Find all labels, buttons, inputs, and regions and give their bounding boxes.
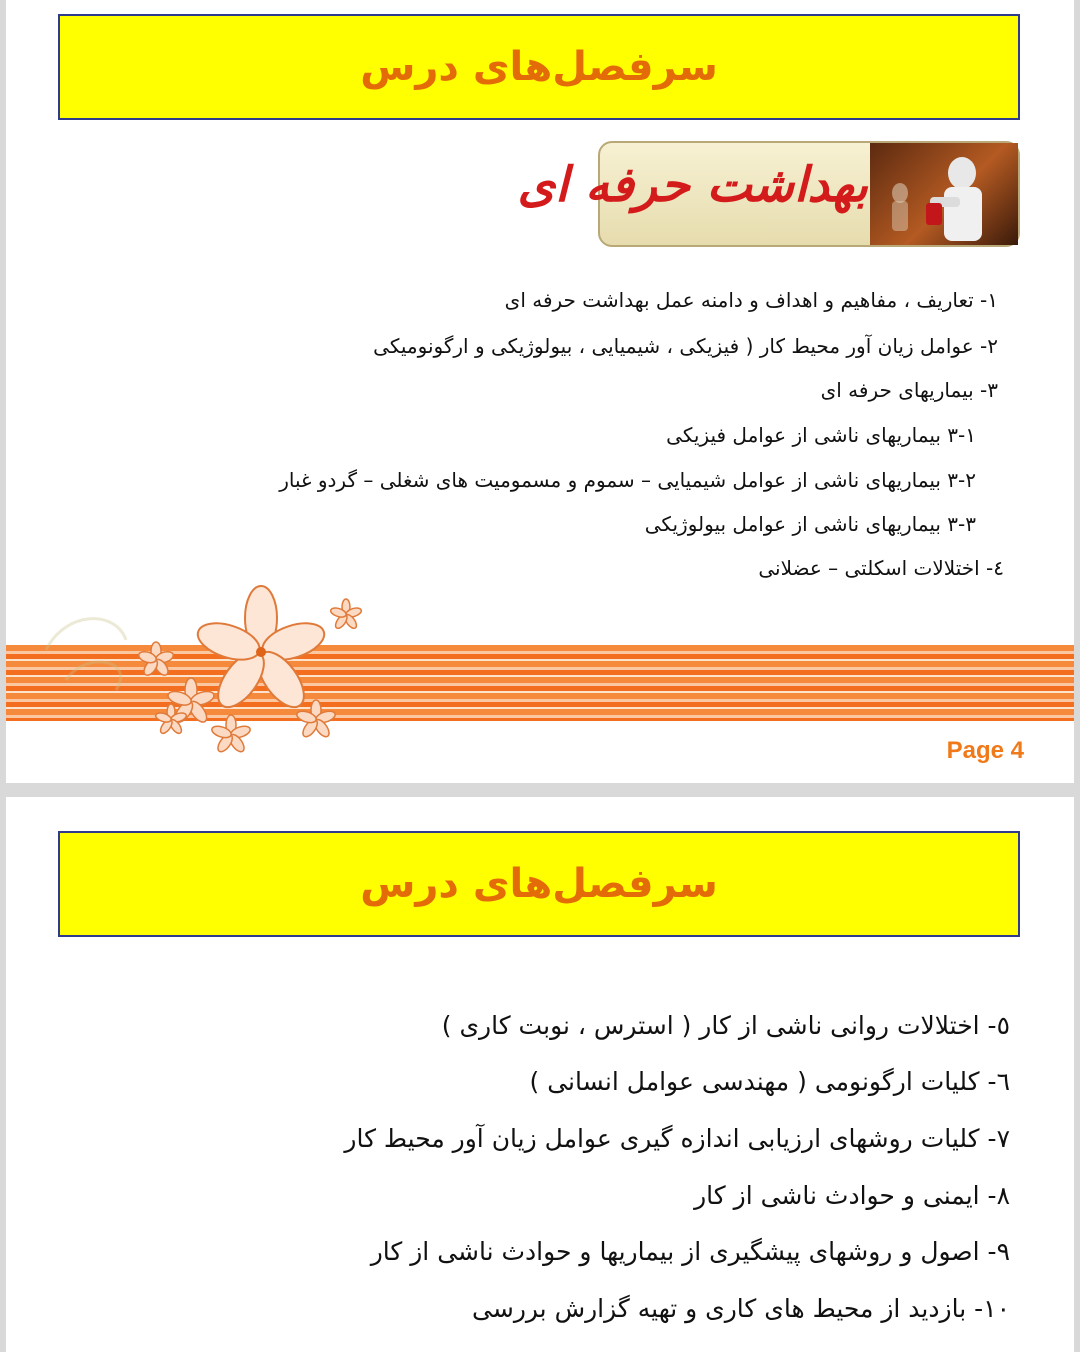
list-item: ٩- اصول و روشهای پیشگیری از بیماریها و حوادث ناشی از کار: [370, 1237, 1010, 1266]
list-item: ١٠- بازدید از محیط های کاری و تهیه گزارش بررسی: [472, 1294, 1010, 1323]
list-item: ٨- ایمنی و حوادث ناشی از کار: [694, 1181, 1010, 1210]
banner-title: بهداشت حرفه ای: [517, 157, 868, 213]
list-item: ۳- بیماریهای حرفه ای: [820, 378, 998, 402]
slide-1-title: سرفصل‌های درس: [360, 44, 718, 90]
list-item: ۲- عوامل زیان آور محیط کار ( فیزیکی ، شیمیایی ، بیولوژیکی و ارگونومیکی: [373, 334, 998, 358]
list-item: ۳-۱ بیماریهای ناشی از عوامل فیزیکی: [666, 423, 976, 447]
slide-1: [6, 0, 1074, 783]
list-item: ۳-۲ بیماریهای ناشی از عوامل شیمیایی – سموم و مسمومیت های شغلی – گردو غبار: [279, 468, 976, 492]
list-item: ٥- اختلالات روانی ناشی از کار ( استرس ، نوبت کاری ): [441, 1011, 1010, 1040]
page-number: Page 4: [946, 737, 1024, 764]
slide-2-title: سرفصل‌های درس: [360, 861, 718, 907]
list-item: ۱- تعاریف ، مفاهیم و اهداف و دامنه عمل بهداشت حرفه ای: [504, 288, 998, 312]
flower-decoration-icon: [26, 590, 376, 770]
list-item: ٧- کلیات روشهای ارزیابی اندازه گیری عوامل زیان آور محیط کار: [344, 1124, 1010, 1153]
list-item: ٤- اختلالات اسکلتی – عضلانی: [758, 556, 1004, 580]
slide-2: [6, 797, 1074, 1352]
slide-2-topic-list: [6, 797, 1074, 1352]
list-item: ۳-۳ بیماریهای ناشی از عوامل بیولوژیکی: [644, 512, 976, 536]
list-item: ٦- کلیات ارگونومی ( مهندسی عوامل انسانی ): [529, 1067, 1010, 1096]
